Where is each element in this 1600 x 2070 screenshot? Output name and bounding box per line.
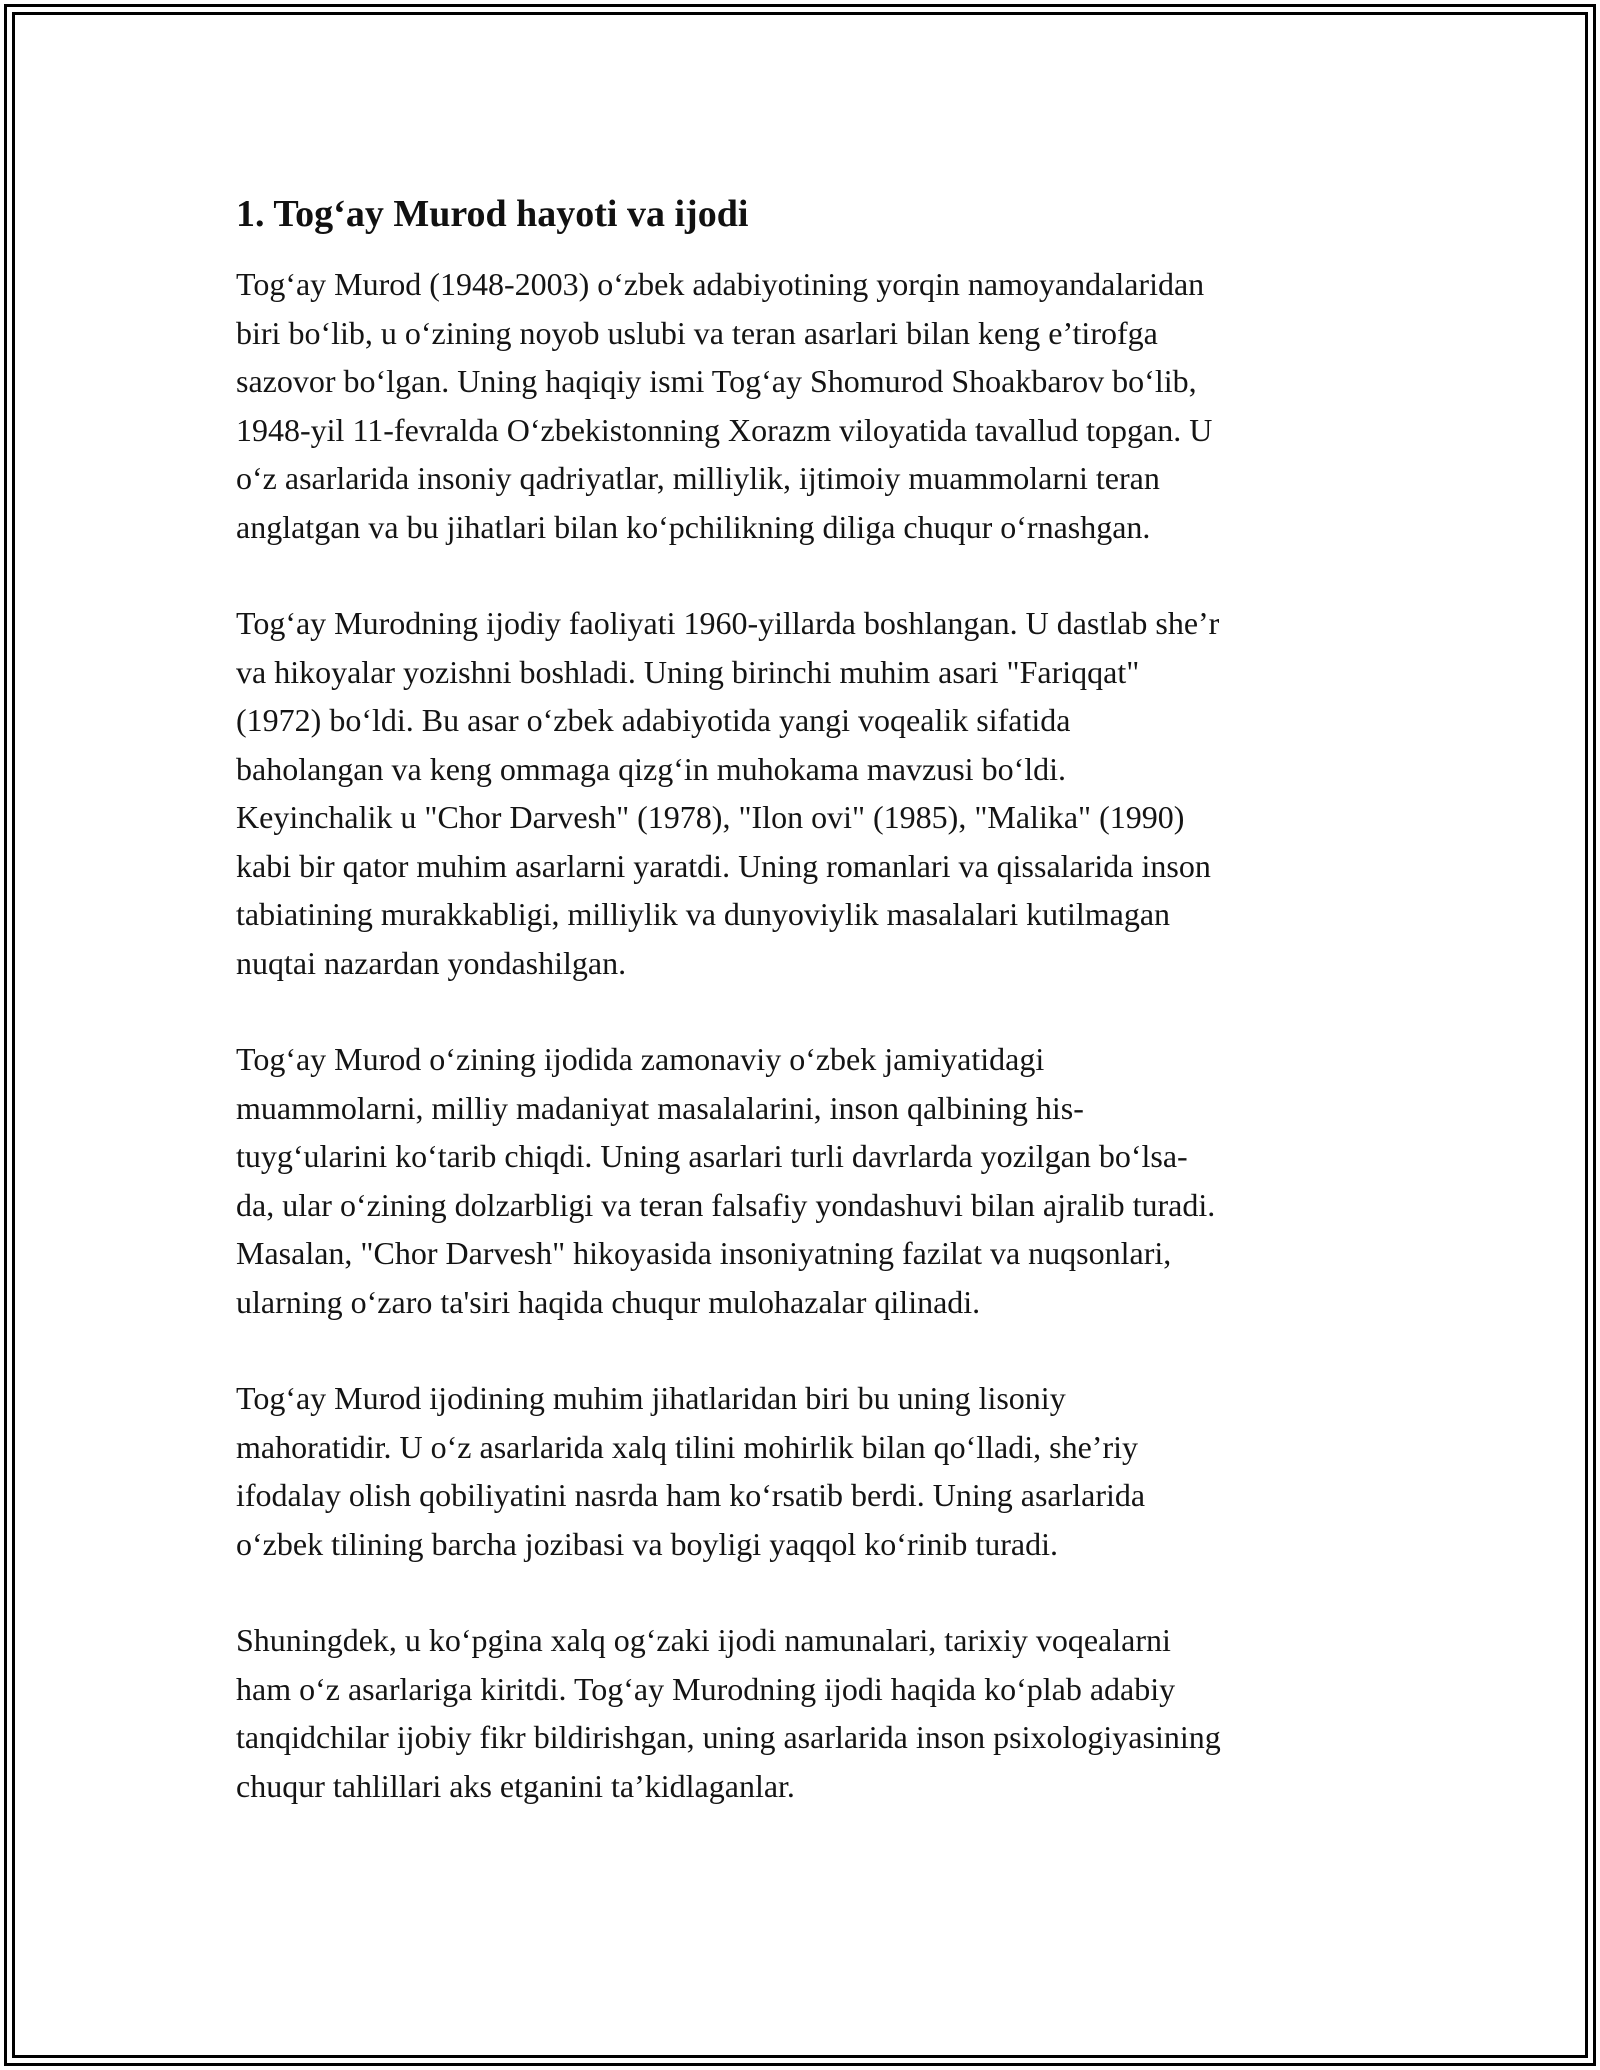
paragraph-list: [236, 260, 1366, 1810]
paragraph-line: Tog‘ay Murodning ijodiy faoliyati 1960-yillarda boshlangan. U dastlab she’r: [236, 605, 1220, 641]
paragraph-line: Tog‘ay Murod o‘zining ijodida zamonaviy o‘zbek jamiyatidagi: [236, 1041, 1045, 1077]
paragraph-line: ifodalay olish qobiliyatini nasrda ham ko‘rsatib berdi. Uning asarlarida: [236, 1477, 1146, 1513]
paragraph-line: mahoratidir. U o‘z asarlarida xalq tilini mohirlik bilan qo‘lladi, she’riy: [236, 1428, 1138, 1465]
section-heading: 1. Tog‘ay Murod hayoti va ijodi: [236, 193, 749, 235]
paragraph-line: tanqidchilar ijobiy fikr bildirishgan, uning asarlarida inson psixologiyasining: [236, 1719, 1221, 1755]
paragraph-line: ham o‘z asarlariga kiritdi. Tog‘ay Murodning ijodi haqida ko‘plab adabiy: [236, 1670, 1176, 1707]
document-body: [236, 188, 1366, 1858]
paragraph: [236, 260, 1366, 551]
paragraph: [236, 1616, 1366, 1810]
paragraph-line: muammolarni, milliy madaniyat masalalarini, inson qalbining his-: [236, 1089, 1084, 1126]
paragraph-line: da, ular o‘zining dolzarbligi va teran falsafiy yondashuvi bilan ajralib turadi.: [236, 1186, 1216, 1223]
paragraph-line: anglatgan va bu jihatlari bilan ko‘pchilikning diliga chuqur o‘rnashgan.: [236, 508, 1151, 545]
paragraph-line: chuqur tahlillari aks etganini ta’kidlaganlar.: [236, 1767, 795, 1804]
paragraph-line: Masalan, "Chor Darvesh" hikoyasida insoniyatning fazilat va nuqsonlari,: [236, 1235, 1172, 1271]
paragraph-line: biri bo‘lib, u o‘zining noyob uslubi va teran asarlari bilan keng e’tirofga: [236, 314, 1158, 351]
paragraph-line: tabiatining murakkabligi, milliylik va dunyoviylik masalalari kutilmagan: [236, 896, 1171, 932]
paragraph-line: ularning o‘zaro ta'siri haqida chuqur mulohazalar qilinadi.: [236, 1283, 981, 1320]
paragraph-line: 1948-yil 11-fevralda O‘zbekistonning Xorazm viloyatida tavallud topgan. U: [236, 411, 1213, 448]
paragraph-line: kabi bir qator muhim asarlarni yaratdi. Uning romanlari va qissalarida inson: [236, 847, 1211, 884]
paragraph: [236, 1035, 1366, 1326]
paragraph: [236, 599, 1366, 987]
paragraph-line: sazovor bo‘lgan. Uning haqiqiy ismi Tog‘ay Shomurod Shoakbarov bo‘lib,: [236, 363, 1197, 399]
paragraph-line: o‘z asarlarida insoniy qadriyatlar, milliylik, ijtimoiy muammolarni teran: [236, 460, 1160, 496]
paragraph-line: va hikoyalar yozishni boshladi. Uning birinchi muhim asari "Fariqqat": [236, 653, 1140, 690]
paragraph-line: nuqtai nazardan yondashilgan.: [236, 944, 627, 981]
paragraph-line: Keyinchalik u "Chor Darvesh" (1978), "Ilon ovi" (1985), "Malika" (1990): [236, 799, 1185, 835]
paragraph-line: baholangan va keng ommaga qizg‘in muhokama mavzusi bo‘ldi.: [236, 750, 1066, 787]
paragraph-line: Tog‘ay Murod ijodining muhim jihatlaridan biri bu uning lisoniy: [236, 1380, 1066, 1416]
paragraph-line: Tog‘ay Murod (1948-2003) o‘zbek adabiyotining yorqin namoyandalaridan: [236, 266, 1205, 302]
paragraph-line: o‘zbek tilining barcha jozibasi va boyligi yaqqol ko‘rinib turadi.: [236, 1525, 1059, 1562]
paragraph-line: tuyg‘ularini ko‘tarib chiqdi. Uning asarlari turli davrlarda yozilgan bo‘lsa-: [236, 1138, 1188, 1174]
paragraph-line: Shuningdek, u ko‘pgina xalq og‘zaki ijodi namunalari, tarixiy voqealarni: [236, 1622, 1171, 1658]
paragraph: [236, 1374, 1366, 1568]
paragraph-line: (1972) bo‘ldi. Bu asar o‘zbek adabiyotida yangi voqealik sifatida: [236, 702, 1071, 738]
